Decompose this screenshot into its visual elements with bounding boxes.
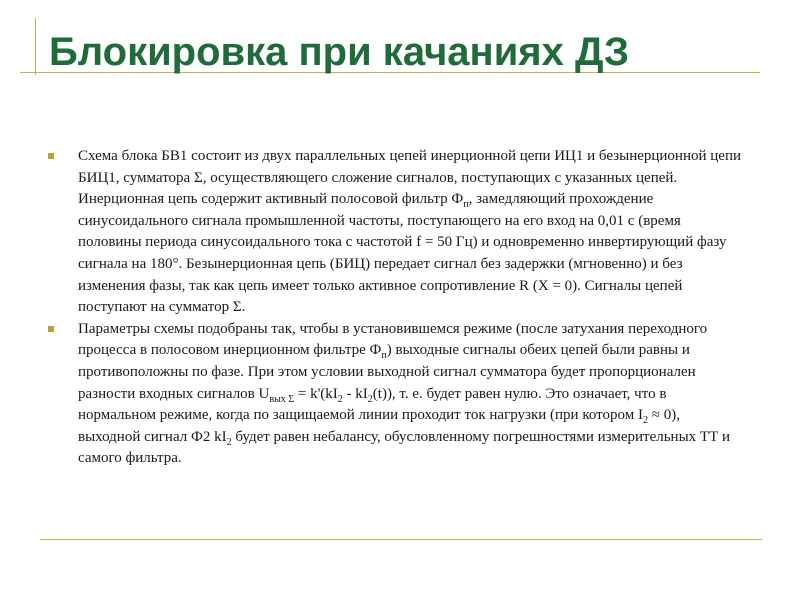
square-bullet-icon [48,153,54,159]
slide-title: Блокировка при качаниях ДЗ [49,30,630,74]
decorative-vertical-line [35,18,36,75]
bullet-item [46,319,746,470]
bullet-text: Схема блока БВ1 состоит из двух параллельных цепей инерционной цепи ИЦ1 и безынерционной цепи БИЦ1, сумматора Σ, осуществляющего сложение сигналов, поступающих с указанных цепей. Инерционная цепь содержит активный полосовой фильтр $Ф_п$, замедляющий прохождение синусоидального сигнала промышленной частоты, поступающего на его вход на 0,01 с (время половины периода синусоидального тока с частотой f = 50 Гц) и одновременно инвертирующий фазу сигнала на 180°. Безынерционная цепь (БИЦ) передает сигнал без задержки (мгновенно) и без изменения фазы, так как цепь имеет только активное сопротивление R (X = 0). Сигналы цепей поступают на сумматор Σ. [78,148,742,316]
slide-body [46,146,746,470]
bullet-text: Параметры схемы подобраны так, чтобы в установившемся режиме (после затухания переходного процесса в полосовом инерционном фильтре $Ф_п$) выходные сигналы обеих цепей были равны и противоположны по фазе. При этом условии выходной сигнал сумматора будет пропорционален разности входных сигналов $U_{вых \Sigma} = k'(kI_2 - kI_2(t))$, т. е. будет равен нулю. Это означает, что в нормальном режиме, когда по защищаемой линии проходит ток нагрузки (при котором $I_2 \approx 0$), выходной сигнал Ф2 $kI_2$ будет равен небалансу, обусловленному погрешностями измерительных ТТ и самого фильтра. [78,320,731,467]
footer-divider [40,539,762,540]
square-bullet-icon [48,326,54,332]
bullet-item [46,146,746,319]
